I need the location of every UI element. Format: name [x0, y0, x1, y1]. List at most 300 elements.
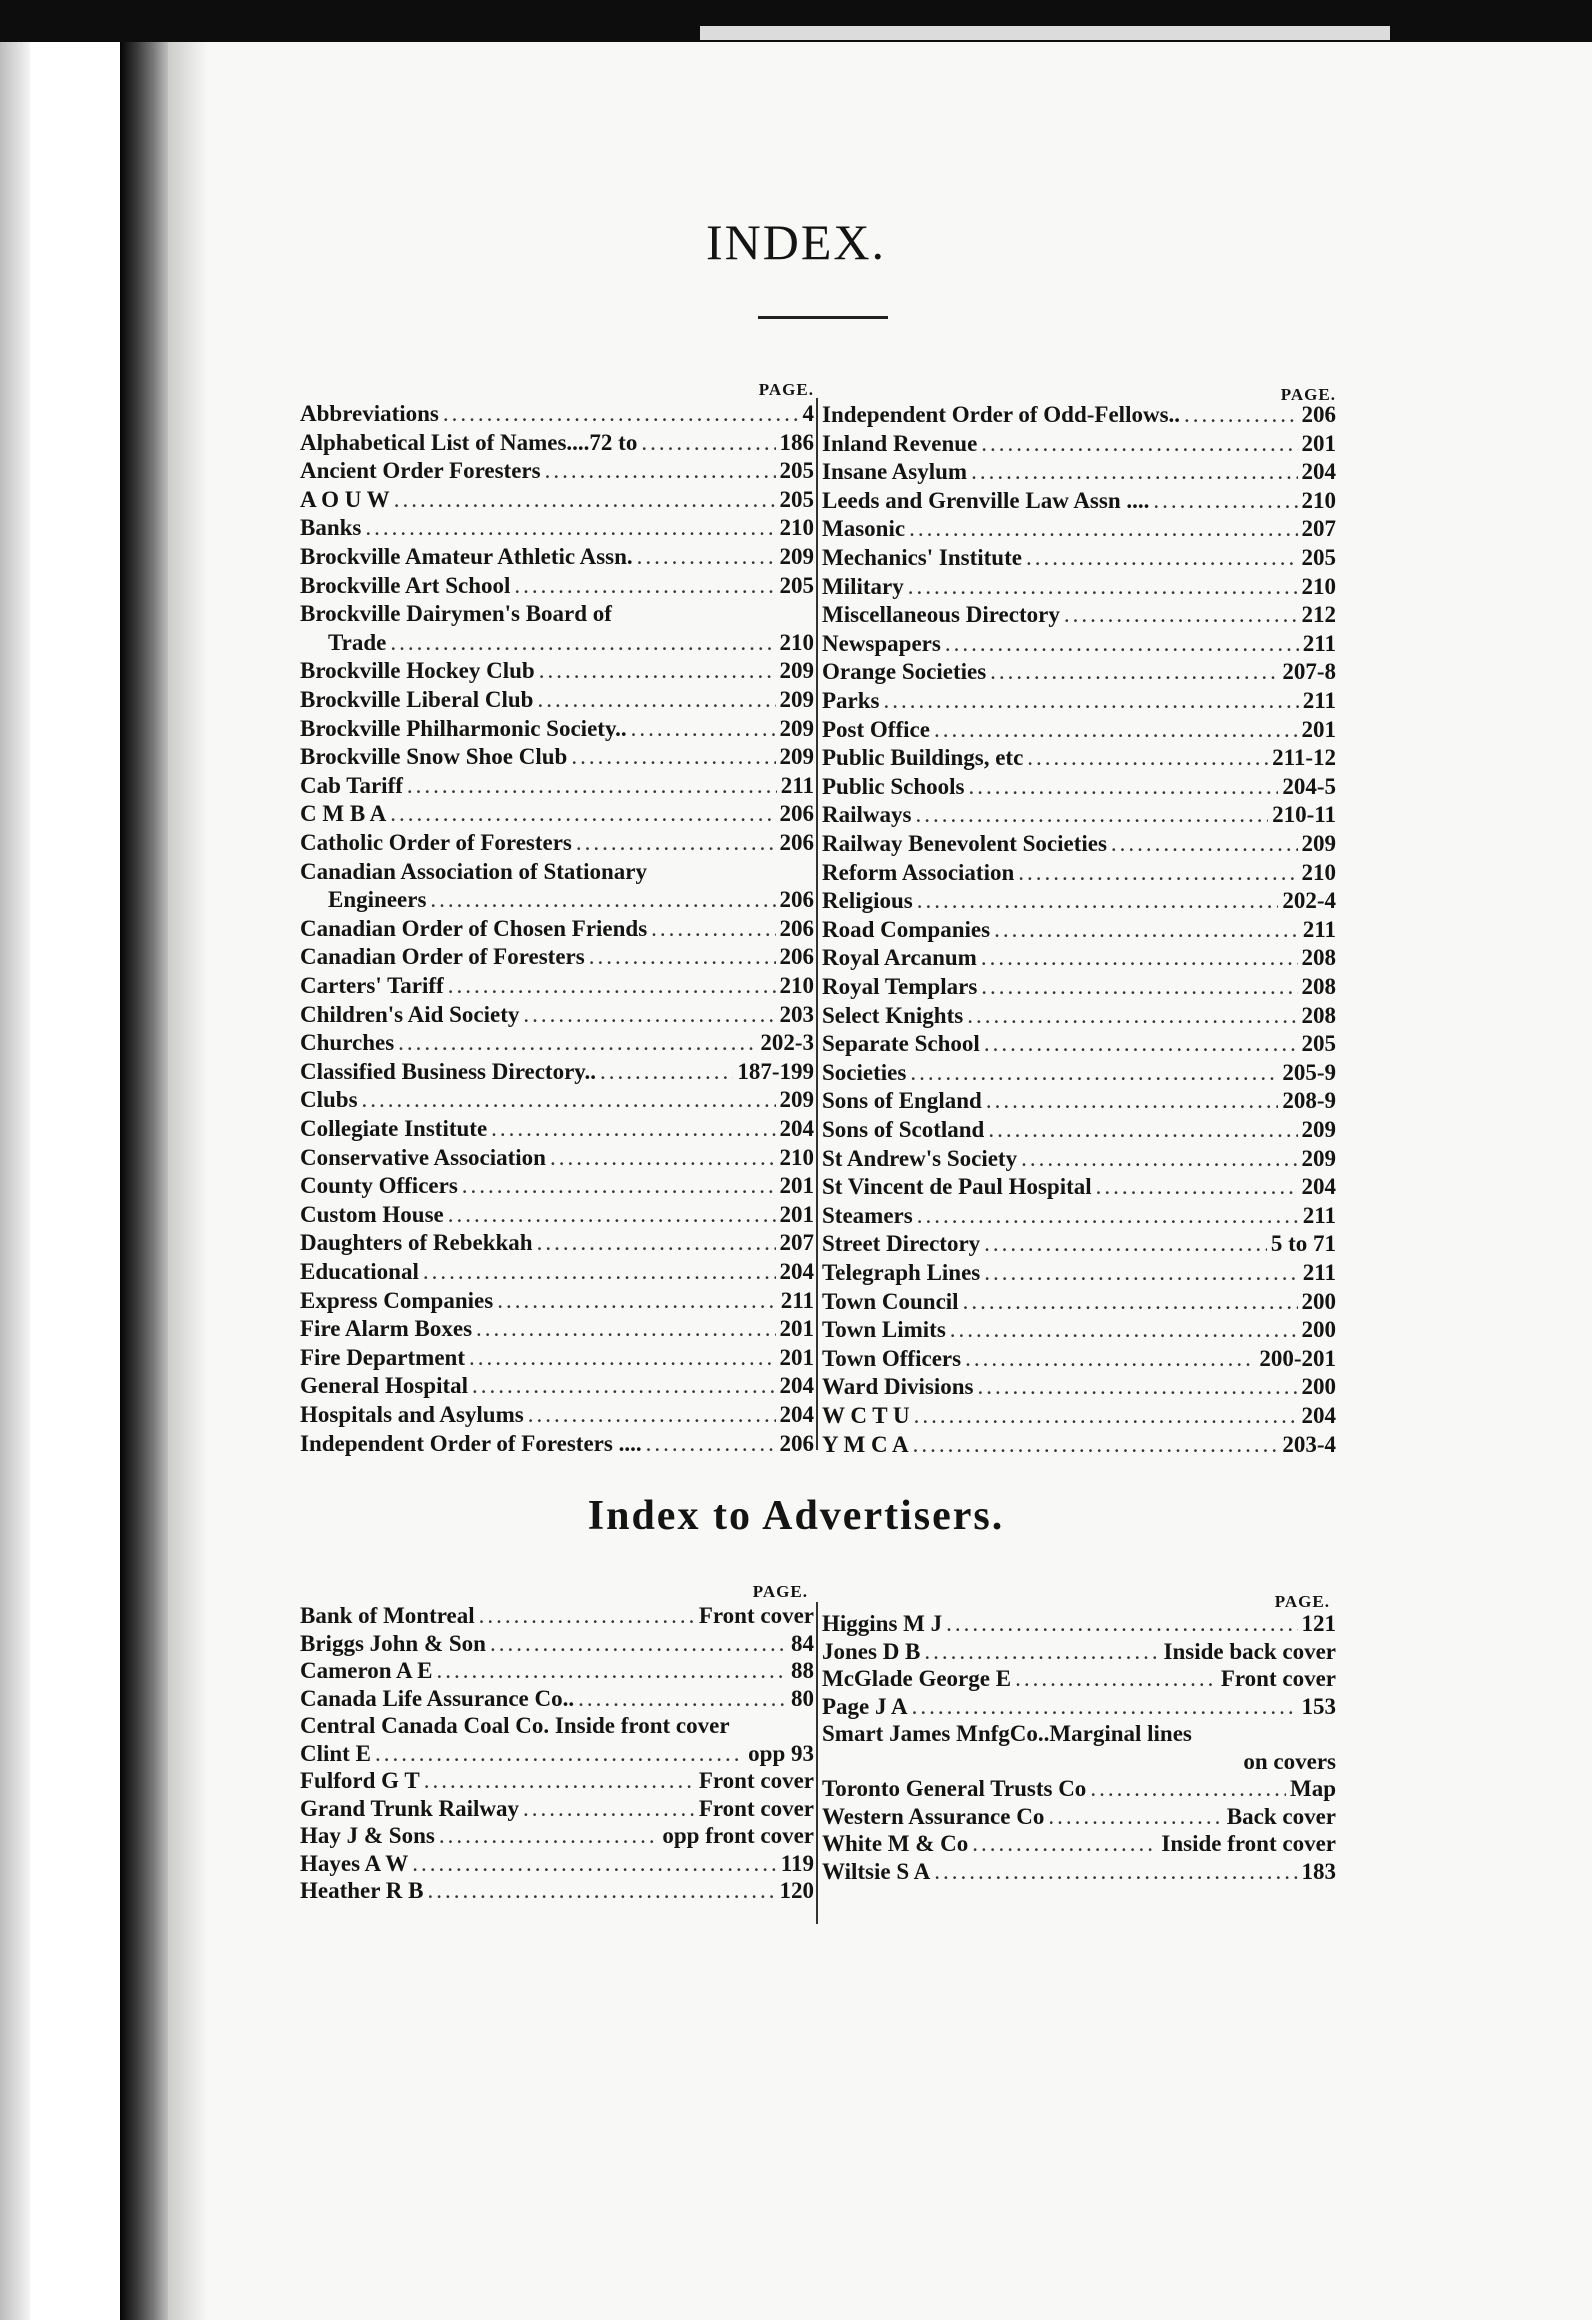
entry-page: 204 — [1301, 1403, 1336, 1428]
index-entry — [300, 772, 814, 800]
entry-page: 187-199 — [737, 1058, 814, 1084]
index-entry — [822, 716, 1336, 744]
leader-dots — [631, 715, 776, 743]
entry-name: Abbreviations — [300, 401, 439, 426]
entry-page: 211 — [1302, 1202, 1336, 1228]
index-entry — [822, 1693, 1336, 1721]
leader-dots — [462, 1172, 776, 1200]
entry-name: Educational — [300, 1259, 419, 1284]
entry-name: Canadian Order of Chosen Friends — [300, 915, 648, 941]
leader-dots — [428, 1877, 776, 1905]
entry-name: Public Schools — [822, 773, 965, 799]
leader-dots — [523, 1001, 775, 1029]
index-entry — [822, 859, 1336, 887]
entry-page: 186 — [779, 429, 814, 455]
entry-page: 183 — [1301, 1858, 1336, 1884]
leader-dots — [981, 973, 1297, 1001]
leader-dots — [981, 944, 1298, 972]
leader-dots — [390, 800, 775, 828]
index-entry — [300, 1740, 814, 1768]
entry-page: 211 — [780, 772, 814, 798]
entry-page: 205 — [779, 458, 814, 484]
entry-page: 202-3 — [760, 1030, 814, 1056]
leader-dots — [424, 1767, 695, 1795]
index-entry — [822, 1775, 1336, 1803]
leader-dots — [523, 1795, 695, 1823]
entry-name: Clint E — [300, 1740, 371, 1766]
leader-dots — [436, 1657, 787, 1685]
entry-page: 210-11 — [1272, 802, 1336, 828]
leader-dots — [550, 1144, 776, 1172]
entry-name: Town Limits — [822, 1317, 946, 1343]
entry-page: Front cover — [698, 1768, 814, 1793]
entry-name: Daughters of Rebekkah — [300, 1230, 533, 1256]
index-entry — [300, 1712, 814, 1740]
entry-page: Inside front cover — [1161, 1831, 1336, 1856]
entry-name: Brockville Hockey Club — [300, 658, 535, 684]
entry-name: Children's Aid Society — [300, 1001, 520, 1027]
index-entry — [822, 801, 1336, 829]
entry-name: Briggs John & Son — [300, 1630, 486, 1656]
index-entry — [822, 1830, 1336, 1858]
index-entry — [300, 1630, 814, 1658]
leader-dots — [946, 1610, 1297, 1638]
leader-dots — [616, 600, 810, 628]
index-entry — [300, 1287, 814, 1315]
leader-dots — [969, 773, 1279, 801]
entry-page: 209 — [779, 658, 814, 684]
leader-dots — [497, 1287, 777, 1315]
index-entry — [300, 1172, 814, 1200]
leader-dots — [917, 1202, 1299, 1230]
entry-name: Page J A — [822, 1693, 908, 1719]
index-entry — [300, 429, 814, 457]
entry-page: Front cover — [698, 1603, 814, 1628]
index-entry — [822, 401, 1336, 429]
leader-dots — [967, 1002, 1297, 1030]
index-entry — [822, 1402, 1336, 1430]
entry-name: Trade — [328, 629, 387, 655]
leader-dots — [578, 1685, 787, 1713]
leader-dots — [491, 1115, 775, 1143]
index-entry — [300, 972, 814, 1000]
leader-dots — [537, 1229, 776, 1257]
leader-dots — [994, 916, 1299, 944]
index-entry — [300, 686, 814, 714]
entry-name: Royal Templars — [822, 974, 978, 999]
entry-name: Military — [822, 573, 904, 599]
page-left-margin — [0, 0, 30, 2320]
leader-dots — [986, 1087, 1279, 1115]
leader-dots — [375, 1740, 744, 1768]
index-entry — [300, 1372, 814, 1400]
leader-dots — [981, 430, 1297, 458]
entry-name: Western Assurance Co — [822, 1803, 1045, 1829]
entry-name: Mechanics' Institute — [822, 545, 1022, 570]
entry-page: 84 — [791, 1630, 814, 1656]
entry-page: 207 — [1301, 516, 1336, 542]
entry-name: Societies — [822, 1059, 907, 1085]
index-entry — [822, 1373, 1336, 1401]
index-entry — [300, 1258, 814, 1286]
entry-page: 204 — [779, 1259, 814, 1284]
entry-name: St Vincent de Paul Hospital — [822, 1174, 1092, 1200]
index-entry — [822, 1202, 1336, 1230]
entry-name: White M & Co — [822, 1831, 969, 1856]
leader-dots — [407, 772, 777, 800]
entry-page: 211 — [1302, 1260, 1336, 1285]
leader-dots — [1064, 601, 1298, 629]
leader-dots — [972, 1830, 1157, 1858]
index-entry — [822, 1431, 1336, 1459]
entry-page: 205 — [1301, 545, 1336, 570]
entry-name: Churches — [300, 1030, 395, 1056]
leader-dots — [912, 1693, 1298, 1721]
index-entry — [300, 915, 814, 943]
index-entry — [300, 1602, 814, 1630]
leader-dots — [641, 429, 775, 457]
entry-page: 209 — [779, 544, 814, 569]
leader-dots — [1021, 1145, 1297, 1173]
leader-dots — [472, 1372, 775, 1400]
index-entry — [300, 1795, 814, 1823]
index-entry — [822, 1030, 1336, 1058]
entry-name: Brockville Dairymen's Board of — [300, 601, 612, 627]
index-entry — [822, 1345, 1336, 1373]
index-entry — [822, 944, 1336, 972]
page-column-label: PAGE. — [752, 1582, 808, 1601]
index-entry — [822, 1316, 1336, 1344]
index-entry — [822, 687, 1336, 715]
entry-name: Toronto General Trusts Co — [822, 1776, 1087, 1801]
leader-dots — [1048, 1803, 1222, 1831]
index-entry — [300, 1401, 814, 1429]
entry-name: Reform Association — [822, 859, 1015, 885]
entry-name: Separate School — [822, 1031, 980, 1057]
entry-name: Post Office — [822, 716, 930, 742]
entry-page: 208 — [1301, 974, 1336, 999]
entry-page: 206 — [779, 944, 814, 970]
entry-name: Jones D B — [822, 1638, 921, 1664]
leader-dots — [651, 858, 810, 886]
entry-name: General Hospital — [300, 1373, 469, 1399]
advertisers-right-column — [822, 1592, 1336, 1952]
entry-name: Wiltsie S A — [822, 1858, 931, 1884]
leader-dots — [448, 1201, 776, 1229]
index-entry — [300, 1767, 814, 1795]
index-entry — [822, 544, 1336, 572]
index-entry — [822, 744, 1336, 772]
entry-name: Fire Alarm Boxes — [300, 1316, 473, 1342]
index-entry — [300, 943, 814, 971]
entry-name: Fulford G T — [300, 1768, 420, 1793]
page-column-label: PAGE. — [758, 380, 814, 399]
index-entry — [822, 1610, 1336, 1638]
leader-dots — [365, 514, 775, 542]
entry-name: Higgins M J — [822, 1611, 943, 1636]
entry-page: 206 — [779, 1430, 814, 1456]
title-rule — [758, 316, 888, 319]
entry-page: 208-9 — [1282, 1088, 1336, 1114]
entry-page: 206 — [779, 801, 814, 827]
index-entry — [822, 630, 1336, 658]
index-entry — [300, 1657, 814, 1685]
index-entry — [822, 1259, 1336, 1287]
entry-page: 211 — [1302, 916, 1336, 942]
index-right-column — [822, 385, 1336, 1455]
entry-name: Conservative Association — [300, 1144, 546, 1170]
index-entry — [822, 1002, 1336, 1030]
index-title: INDEX. — [705, 214, 887, 270]
entry-name: Cameron A E — [300, 1658, 433, 1683]
leader-dots — [984, 1030, 1298, 1058]
page-column-label: PAGE. — [1280, 385, 1336, 404]
leader-dots — [589, 943, 776, 971]
leader-dots — [490, 1630, 787, 1658]
index-entry — [300, 743, 814, 771]
leader-dots — [651, 915, 775, 943]
leader-dots — [915, 801, 1268, 829]
book-spine-shadow — [120, 0, 168, 2320]
index-entry — [822, 1720, 1336, 1748]
index-entry — [822, 1059, 1336, 1087]
entry-page: 206 — [779, 830, 814, 855]
entry-page: 201 — [779, 1173, 814, 1199]
entry-page: 206 — [779, 915, 814, 941]
entry-page: 205-9 — [1282, 1059, 1336, 1085]
entry-page: 208 — [1301, 1002, 1336, 1028]
index-entry — [300, 1315, 814, 1343]
entry-page: 204 — [779, 1402, 814, 1427]
entry-page: Map — [1290, 1776, 1336, 1801]
entry-name: Y M C A — [822, 1431, 909, 1457]
advertisers-column-divider — [816, 1602, 818, 1924]
entry-page: 119 — [780, 1850, 814, 1876]
entry-name: Insane Asylum — [822, 459, 968, 485]
leader-dots — [984, 1259, 1299, 1287]
entry-name: Town Council — [822, 1288, 959, 1314]
entry-page: 200 — [1301, 1288, 1336, 1314]
entry-page: 210 — [779, 515, 814, 541]
entry-name: Miscellaneous Directory — [822, 602, 1060, 628]
entry-page: 211 — [780, 1287, 814, 1313]
leader-dots — [1015, 1665, 1217, 1693]
index-entry — [300, 1058, 814, 1086]
index-entry — [822, 1145, 1336, 1173]
leader-dots — [984, 1230, 1267, 1258]
entry-name: Religious — [822, 888, 913, 914]
entry-name: Leeds and Grenville Law Assn .... — [822, 487, 1150, 513]
index-entry — [300, 1877, 814, 1905]
entry-page: 121 — [1301, 1611, 1336, 1636]
entry-name: Canada Life Assurance Co.. — [300, 1685, 575, 1711]
entry-page: 200 — [1301, 1374, 1336, 1400]
entry-page: 201 — [1301, 716, 1336, 742]
index-entry — [300, 1685, 814, 1713]
entry-name: Banks — [300, 515, 362, 541]
leader-dots — [924, 1638, 1159, 1666]
advertisers-left-column — [300, 1582, 814, 1942]
entry-name: Central Canada Coal Co. Inside front cover — [300, 1713, 730, 1738]
entry-page: 205 — [779, 572, 814, 598]
entry-name: Fire Department — [300, 1344, 465, 1370]
leader-dots — [1111, 830, 1298, 858]
entry-page: 204 — [1301, 459, 1336, 485]
entry-name: County Officers — [300, 1173, 458, 1199]
entry-name: Steamers — [822, 1202, 913, 1228]
entry-name: Newspapers — [822, 630, 941, 656]
entry-name: Sons of England — [822, 1088, 982, 1114]
entry-name: Canadian Order of Foresters — [300, 944, 585, 970]
entry-page: 209 — [1301, 831, 1336, 856]
entry-page: 4 — [802, 401, 814, 426]
leader-dots — [1153, 487, 1297, 515]
page-column-label: PAGE. — [1274, 1592, 1330, 1611]
leader-dots — [945, 630, 1299, 658]
leader-dots — [917, 887, 1279, 915]
entry-page: 209 — [779, 1087, 814, 1113]
entry-name: Hay J & Sons — [300, 1823, 435, 1848]
entry-name: Telegraph Lines — [822, 1260, 981, 1285]
index-entry — [300, 543, 814, 571]
entry-page: 207-8 — [1282, 659, 1336, 685]
top-scan-gap — [700, 26, 1390, 40]
entry-name: Sons of Scotland — [822, 1117, 985, 1142]
entry-name: Canadian Association of Stationary — [300, 858, 647, 884]
entry-name: Ward Divisions — [822, 1374, 974, 1400]
entry-name: Classified Business Directory.. — [300, 1058, 597, 1084]
leader-dots — [600, 1058, 733, 1086]
leader-dots — [476, 1315, 775, 1343]
entry-page: 201 — [779, 1344, 814, 1370]
index-entry — [822, 430, 1336, 458]
leader-dots — [545, 457, 776, 485]
leader-dots — [934, 716, 1298, 744]
index-entry — [300, 1144, 814, 1172]
index-entry — [822, 1230, 1336, 1258]
entry-name: Brockville Liberal Club — [300, 687, 534, 712]
entry-name: Brockville Philharmonic Society.. — [300, 715, 627, 741]
entry-page: 200-201 — [1259, 1345, 1336, 1371]
leader-dots — [637, 543, 776, 571]
leader-dots — [443, 400, 799, 428]
entry-page: 201 — [779, 1201, 814, 1227]
entry-page: 211 — [1302, 688, 1336, 713]
entry-page: 204 — [779, 1116, 814, 1141]
entry-name: Royal Arcanum — [822, 945, 977, 971]
leader-dots — [1096, 1173, 1298, 1201]
entry-name: Independent Order of Foresters .... — [300, 1430, 642, 1456]
entry-name: Masonic — [822, 516, 906, 542]
entry-page: 208 — [1301, 945, 1336, 971]
leader-dots — [909, 515, 1297, 543]
leader-dots — [537, 686, 775, 714]
entry-page: opp front cover — [662, 1823, 814, 1848]
entry-page: 206 — [779, 887, 814, 913]
leader-dots — [479, 1602, 695, 1630]
index-entry — [822, 1288, 1336, 1316]
leader-dots — [439, 1822, 659, 1850]
leader-dots — [1090, 1775, 1286, 1803]
leader-dots — [884, 687, 1299, 715]
leader-dots — [412, 1850, 777, 1878]
entry-name: Express Companies — [300, 1287, 494, 1313]
entry-name: Smart James MnfgCo..Marginal lines — [822, 1721, 1192, 1746]
leader-dots — [965, 1345, 1255, 1373]
index-entry — [300, 1229, 814, 1257]
entry-page: 120 — [779, 1878, 814, 1903]
entry-page: 211-12 — [1272, 745, 1336, 771]
entry-page: 207 — [779, 1230, 814, 1256]
index-entry — [822, 1638, 1336, 1666]
entry-page: 205 — [779, 486, 814, 512]
index-entry — [300, 800, 814, 828]
entry-page: 205 — [1301, 1031, 1336, 1057]
index-entry — [300, 1029, 814, 1057]
entry-page: 80 — [791, 1685, 814, 1711]
index-entry — [822, 1173, 1336, 1201]
leader-dots — [910, 1059, 1278, 1087]
index-entry — [822, 1665, 1336, 1693]
leader-dots — [963, 1288, 1298, 1316]
entry-page: 204-5 — [1282, 773, 1336, 799]
index-entry — [300, 400, 814, 428]
entry-page: Inside back cover — [1163, 1638, 1336, 1664]
leader-dots — [398, 1029, 756, 1057]
index-entry — [822, 916, 1336, 944]
entry-page: 201 — [779, 1316, 814, 1342]
entry-name: Ancient Order Foresters — [300, 458, 541, 484]
leader-dots — [394, 486, 776, 514]
entry-page: 209 — [779, 687, 814, 712]
leader-dots — [988, 1116, 1297, 1144]
entry-page: 202-4 — [1282, 888, 1336, 914]
entry-name: C M B A — [300, 801, 387, 827]
entry-name: Carters' Tariff — [300, 973, 444, 998]
entry-name: Engineers — [328, 887, 427, 913]
spine-shade — [168, 0, 208, 2320]
entry-name: Public Buildings, etc — [822, 745, 1024, 771]
leader-dots — [734, 1712, 810, 1740]
entry-page: 5 to 71 — [1270, 1231, 1336, 1257]
leader-dots — [576, 829, 776, 857]
leader-dots — [362, 1086, 776, 1114]
leader-dots — [430, 886, 775, 914]
index-entry — [822, 1748, 1336, 1776]
advertisers-title: Index to Advertisers. — [587, 1493, 1005, 1539]
index-left-column — [300, 380, 814, 1456]
entry-page: 204 — [1301, 1174, 1336, 1200]
entry-name: St Andrew's Society — [822, 1145, 1018, 1171]
leader-dots — [826, 1748, 1239, 1776]
index-entry — [300, 1430, 814, 1458]
entry-page: 211 — [1302, 630, 1336, 656]
entry-page: 210 — [1301, 487, 1336, 513]
entry-name: Independent Order of Odd-Fellows.. — [822, 402, 1181, 427]
index-entry — [822, 1858, 1336, 1886]
index-entry — [300, 886, 814, 914]
entry-name: Brockville Art School — [300, 572, 511, 598]
entry-name: Catholic Order of Foresters — [300, 830, 572, 855]
entry-page: 210 — [779, 629, 814, 655]
entry-name: Clubs — [300, 1087, 358, 1113]
entry-page: 204 — [779, 1373, 814, 1399]
index-entry — [300, 657, 814, 685]
index-entry — [822, 515, 1336, 543]
entry-name: Collegiate Institute — [300, 1116, 488, 1141]
index-entry — [300, 486, 814, 514]
entry-name: W C T U — [822, 1403, 910, 1428]
